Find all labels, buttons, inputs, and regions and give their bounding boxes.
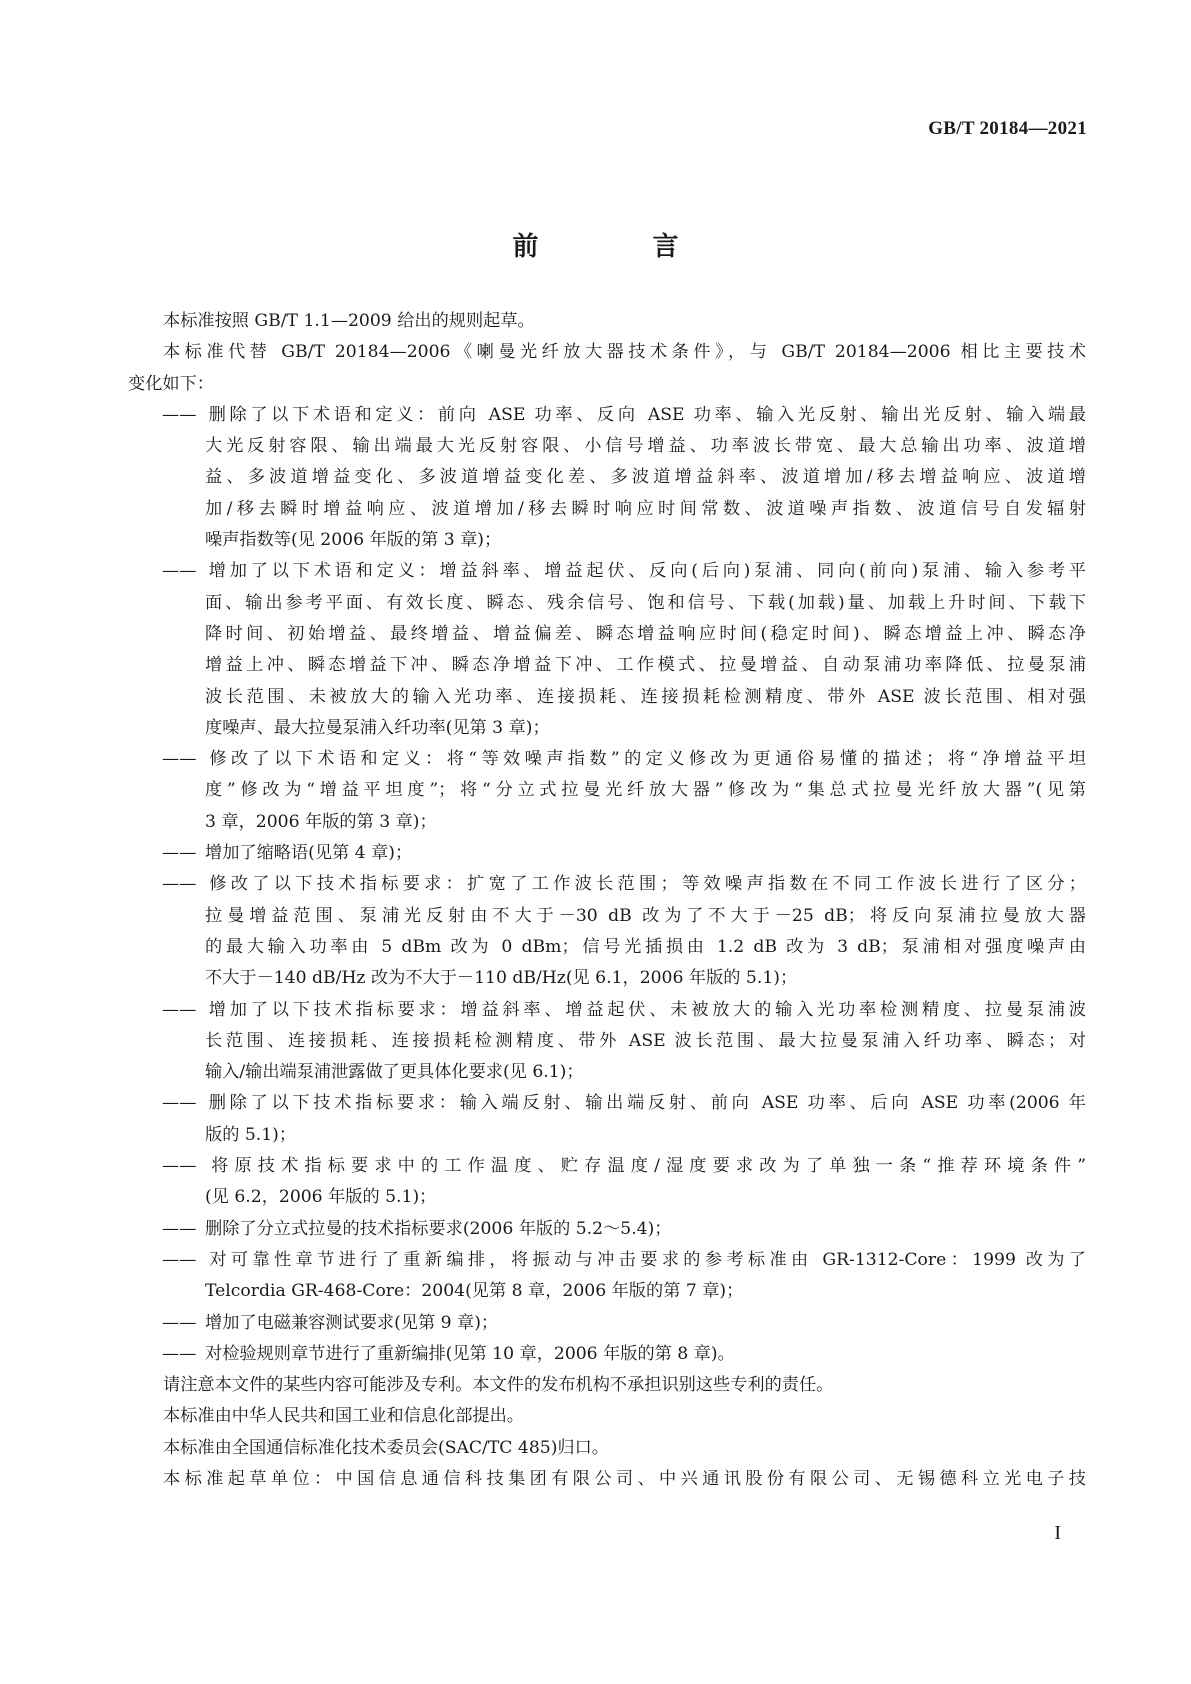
header-standard-code: GB/T 20184—2021 [928, 118, 1087, 139]
em-dash-bullet: —— [162, 874, 197, 895]
list-item-continuation: 度”修改为“增益平坦度”；将“分立式拉曼光纤放大器”修改为“集总式拉曼光纤放大器”(见第 [205, 780, 1086, 801]
list-item [128, 1088, 1086, 1119]
em-dash-bullet: —— [162, 561, 197, 582]
list-item [128, 744, 1086, 775]
list-item-continuation: 拉曼增益范围、泵浦光反射由不大于－30 dB 改为了不大于－25 dB；将反向泵浦拉曼放大器 [205, 905, 1086, 926]
list-item-continuation: 版的 5.1)； [205, 1124, 297, 1145]
list-item-continuation: 3 章，2006 年版的第 3 章)； [205, 811, 437, 832]
list-item-text: 增加了以下术语和定义：增益斜率、增益起伏、反向(后向)泵浦、同向(前向)泵浦、输入参考平 [205, 561, 1086, 582]
em-dash-bullet: —— [162, 1093, 197, 1114]
list-item-text: 对可靠性章节进行了重新编排，将振动与冲击要求的参考标准由 GR-1312-Core：1999 改为了 [205, 1249, 1086, 1270]
paragraph-line: 本标准代替 GB/T 20184—2006《喇曼光纤放大器技术条件》，与 GB/T 20184—2006 相比主要技术 [163, 342, 1086, 363]
document-body [128, 306, 1086, 1495]
paragraph-line: 本标准按照 GB/T 1.1—2009 给出的规则起草。 [163, 311, 535, 331]
em-dash-bullet: —— [162, 1156, 197, 1177]
list-item [128, 1308, 1086, 1339]
list-item [128, 1339, 1086, 1370]
list-item-continuation: 度噪声、最大拉曼泵浦入纤功率(见第 3 章)； [205, 717, 550, 738]
list-item-text: 增加了电磁兼容测试要求(见第 9 章)； [205, 1312, 499, 1333]
list-item [128, 1151, 1086, 1182]
list-item-text: 增加了缩略语(见第 4 章)； [205, 843, 413, 864]
list-item-continuation: 益、多波道增益变化、多波道增益变化差、多波道增益斜率、波道增加/移去增益响应、波道增 [205, 467, 1086, 488]
committee-statement: 本标准由全国通信标准化技术委员会(SAC/TC 485)归口。 [163, 1437, 609, 1458]
list-item-continuation: 波长范围、未被放大的输入光功率、连接损耗、连接损耗检测精度、带外 ASE 波长范围、相对强 [205, 686, 1086, 707]
list-item-continuation: 的最大输入功率由 5 dBm 改为 0 dBm；信号光插损由 1.2 dB 改为 3 dB；泵浦相对强度噪声由 [205, 936, 1086, 957]
list-item-text: 删除了以下技术指标要求：输入端反射、输出端反射、前向 ASE 功率、后向 ASE 功率(2006 年 [205, 1093, 1086, 1114]
em-dash-bullet: —— [162, 749, 197, 770]
list-item-continuation: 不大于－140 dB/Hz 改为不大于－110 dB/Hz(见 6.1，2006 年版的 5.1)； [205, 968, 798, 989]
list-item-text: 删除了以下术语和定义：前向 ASE 功率、反向 ASE 功率、输入光反射、输出光反射、输入端最 [205, 404, 1086, 425]
proposer-statement: 本标准由中华人民共和国工业和信息化部提出。 [163, 1406, 524, 1427]
em-dash-bullet: —— [162, 1343, 197, 1364]
page-number: I [1054, 1522, 1061, 1544]
drafting-units: 本标准起草单位：中国信息通信科技集团有限公司、中兴通讯股份有限公司、无锡德科立光电子技 [163, 1468, 1086, 1489]
list-item [128, 556, 1086, 587]
list-item [128, 400, 1086, 431]
em-dash-bullet: —— [162, 1249, 197, 1270]
list-item-continuation: 输入/输出端泵浦泄露做了更具体化要求(见 6.1)； [205, 1062, 584, 1083]
list-item-continuation: 增益上冲、瞬态增益下冲、瞬态净增益下冲、工作模式、拉曼增益、自动泵浦功率降低、拉曼泵浦 [205, 655, 1086, 676]
list-item [128, 838, 1086, 869]
list-item-text: 删除了分立式拉曼的技术指标要求(2006 年版的 5.2～5.4)； [205, 1218, 672, 1239]
list-item-continuation: 面、输出参考平面、有效长度、瞬态、残余信号、饱和信号、下载(加载)量、加载上升时间、下载下 [205, 592, 1086, 613]
em-dash-bullet: —— [162, 999, 197, 1020]
list-item-text: 增加了以下技术指标要求：增益斜率、增益起伏、未被放大的输入光功率检测精度、拉曼泵浦波 [205, 999, 1086, 1020]
page-title: 前 言 [512, 232, 723, 262]
em-dash-bullet: —— [162, 843, 197, 864]
list-item [128, 869, 1086, 900]
list-item-continuation: (见 6.2，2006 年版的 5.1)； [205, 1187, 437, 1208]
patent-notice: 请注意本文件的某些内容可能涉及专利。本文件的发布机构不承担识别这些专利的责任。 [163, 1375, 834, 1396]
list-item-text: 将原技术指标要求中的工作温度、贮存温度/湿度要求改为了单独一条“推荐环境条件” [205, 1156, 1086, 1177]
list-item-continuation: 噪声指数等(见 2006 年版的第 3 章)； [205, 530, 502, 551]
list-item [128, 1214, 1086, 1245]
list-item-continuation: 降时间、初始增益、最终增益、增益偏差、瞬态增益响应时间(稳定时间)、瞬态增益上冲、瞬态净 [205, 623, 1086, 644]
list-item-continuation: 加/移去瞬时增益响应、波道增加/移去瞬时响应时间常数、波道噪声指数、波道信号自发辐射 [205, 498, 1086, 519]
list-item-continuation: 大光反射容限、输出端最大光反射容限、小信号增益、功率波长带宽、最大总输出功率、波道增 [205, 436, 1086, 457]
change-list [128, 400, 1086, 1370]
list-item [128, 995, 1086, 1026]
list-item-text: 修改了以下术语和定义：将“等效噪声指数”的定义修改为更通俗易懂的描述；将“净增益平坦 [205, 749, 1086, 770]
em-dash-bullet: —— [162, 404, 197, 425]
list-item-continuation: 长范围、连接损耗、连接损耗检测精度、带外 ASE 波长范围、最大拉曼泵浦入纤功率、瞬态；对 [205, 1030, 1086, 1051]
em-dash-bullet: —— [162, 1218, 197, 1239]
list-item-text: 修改了以下技术指标要求：扩宽了工作波长范围；等效噪声指数在不同工作波长进行了区分； [205, 874, 1086, 895]
paragraph-line: 变化如下： [128, 373, 214, 394]
list-item-continuation: Telcordia GR-468-Core：2004(见第 8 章，2006 年版的第 7 章)； [205, 1281, 744, 1302]
list-item [128, 1245, 1086, 1276]
list-item-text: 对检验规则章节进行了重新编排(见第 10 章，2006 年版的第 8 章)。 [205, 1343, 735, 1364]
em-dash-bullet: —— [162, 1312, 197, 1333]
